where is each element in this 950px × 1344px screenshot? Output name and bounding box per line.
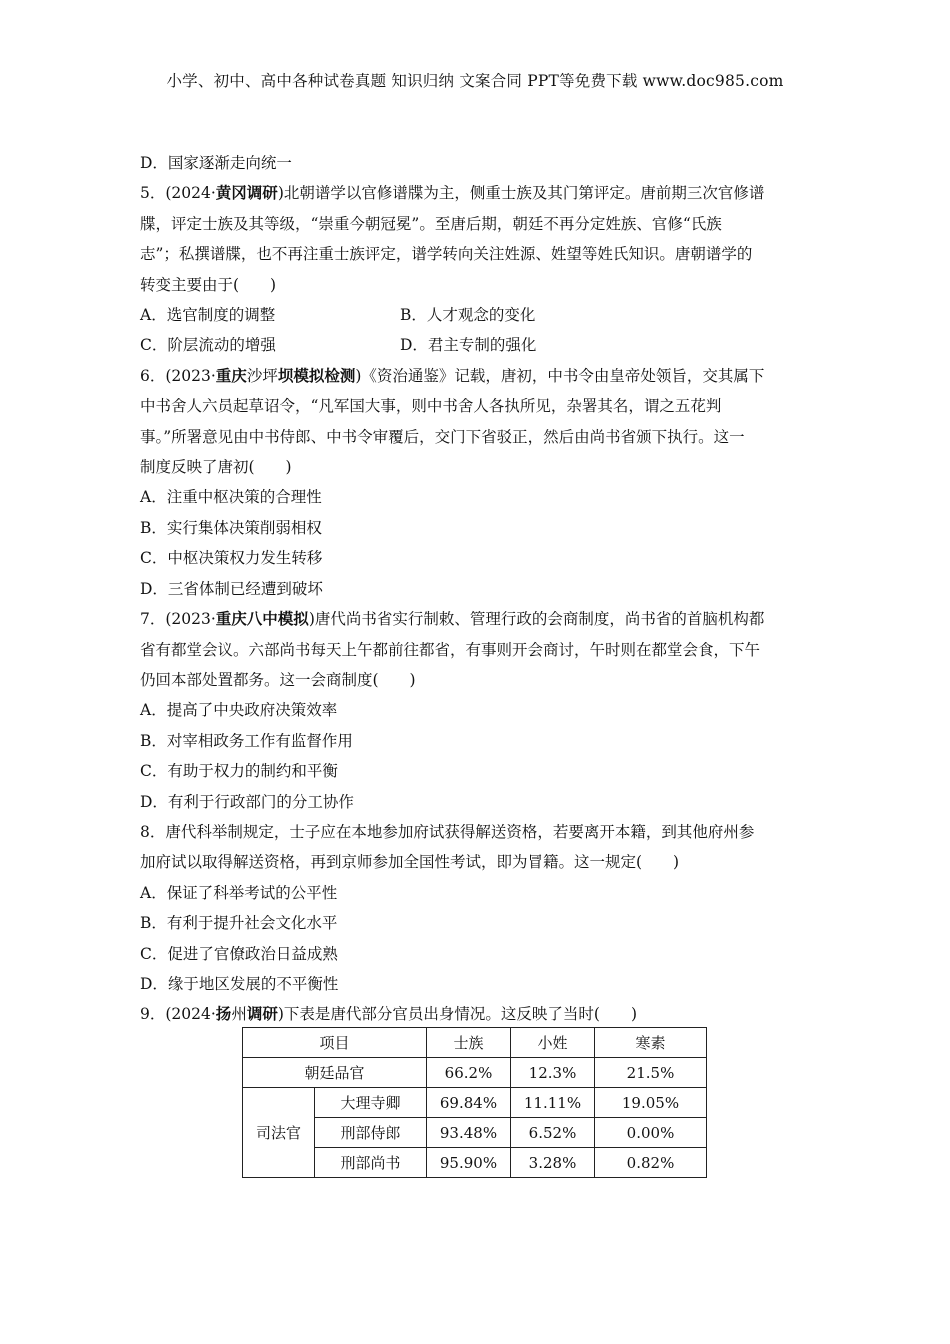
q7-number: 7． — [140, 610, 166, 629]
question-content — [140, 148, 810, 1030]
official-origins-table — [242, 1027, 707, 1178]
q4-option-d: D．国家逐渐走向统一 — [140, 154, 292, 172]
table-row — [243, 1088, 707, 1118]
q5-stem-3: 志”；私撰谱牒，也不再注重士族评定，谱学转向关注姓源、姓望等姓氏知识。唐朝谱学的 — [140, 245, 753, 264]
table-cell: 12.3% — [511, 1058, 595, 1088]
q6-stem-1: 《资治通鉴》记载，唐初，中书令由皇帝处领旨，交其属下 — [361, 366, 765, 385]
q8-stem-2: 加府试以取得解送资格，再到京师参加全国性考试，即为冒籍。这一规定( ) — [140, 853, 680, 872]
q9-stem: 下表是唐代部分官员出身情况。这反映了当时( ) — [283, 1005, 638, 1024]
q5-stem-2: 牒，评定士族及其等级，“崇重今朝冠冕”。至唐后期，朝廷不再分定姓族、官修“氏族 — [140, 214, 722, 233]
header-minor-clan: 小姓 — [511, 1028, 595, 1058]
q9-line-1 — [140, 999, 810, 1029]
table-cell: 69.84% — [427, 1088, 511, 1118]
header-item: 项目 — [243, 1028, 427, 1058]
q5-option-c: C．阶层流动的增强 — [140, 336, 276, 355]
q6-source-suffix: ) — [355, 366, 362, 385]
table-header-row — [243, 1028, 707, 1058]
q6-source-part1: 重庆 — [215, 365, 247, 385]
row-label: 刑部尚书 — [315, 1148, 427, 1178]
q5-options-row-1 — [140, 300, 810, 330]
q5-source-suffix: ) — [277, 184, 284, 203]
q5-source-prefix: (2024· — [165, 184, 216, 203]
q5-number: 5． — [140, 184, 166, 203]
q5-stem-4: 转变主要由于( ) — [140, 275, 277, 294]
q9-source-suffix: ) — [277, 1005, 284, 1024]
header-gentry: 士族 — [427, 1028, 511, 1058]
q6-stem-2: 中书舍人六员起草诏令，“凡军国大事，则中书舍人各执所见，杂署其名，谓之五花判 — [140, 397, 722, 416]
q7-option-d: D．有利于行政部门的分工协作 — [140, 792, 354, 811]
table-cell: 66.2% — [427, 1058, 511, 1088]
q6-number: 6． — [140, 366, 166, 385]
q6-source-part3: 坝模拟检测 — [277, 365, 356, 385]
q7-source-prefix: (2023· — [165, 610, 216, 629]
q7-stem-1: 唐代尚书省实行制敕、管理行政的会商制度，尚书省的首脑机构都 — [314, 610, 765, 629]
q7-source-name: 重庆八中模拟 — [215, 609, 309, 629]
q7-option-b: B．对宰相政务工作有监督作用 — [140, 731, 353, 750]
table-row — [243, 1058, 707, 1088]
table-cell: 3.28% — [511, 1148, 595, 1178]
q7-line-1 — [140, 604, 810, 634]
row-label: 朝廷品官 — [243, 1058, 427, 1088]
q7-stem-3: 仍回本部处置都务。这一会商制度( ) — [140, 670, 416, 689]
q7-stem-2: 省有都堂会议。六部尚书每天上午都前往都省，有事则开会商讨，午时则在都堂会食，下午 — [140, 640, 761, 659]
q8-option-c: C．促进了官僚政治日益成熟 — [140, 944, 338, 963]
q6-option-a: A．注重中枢决策的合理性 — [140, 488, 322, 507]
q6-stem-4: 制度反映了唐初( ) — [140, 458, 292, 477]
group-label: 司法官 — [243, 1088, 315, 1178]
table-cell: 11.11% — [511, 1088, 595, 1118]
q9-source-prefix: (2024· — [165, 1005, 216, 1024]
q5-options-row-2 — [140, 330, 810, 360]
q7-source-suffix: ) — [308, 610, 315, 629]
q9-number: 9． — [140, 1005, 166, 1024]
q8-line-1 — [140, 817, 810, 847]
q6-stem-3: 事。”所署意见由中书侍郎、中书令审覆后，交门下省驳正，然后由尚书省颁下执行。这一 — [140, 427, 745, 446]
q5-option-d: D．君主专制的强化 — [400, 336, 537, 355]
q8-option-b: B．有利于提升社会文化水平 — [140, 914, 338, 933]
table-cell: 6.52% — [511, 1118, 595, 1148]
q6-option-d: D．三省体制已经遭到破坏 — [140, 579, 323, 598]
table-cell: 95.90% — [427, 1148, 511, 1178]
table-cell: 0.82% — [595, 1148, 707, 1178]
q8-option-d: D．缘于地区发展的不平衡性 — [140, 974, 339, 993]
table-cell: 0.00% — [595, 1118, 707, 1148]
q6-source-prefix: (2023· — [165, 366, 216, 385]
q8-number: 8． — [140, 822, 166, 841]
q8-stem-1: 唐代科举制规定，士子应在本地参加府试获得解送资格，若要离开本籍，到其他府州参 — [165, 822, 755, 841]
q8-option-a: A．保证了科举考试的公平性 — [140, 883, 338, 902]
row-label: 刑部侍郎 — [315, 1118, 427, 1148]
q9-source-part2: 州 — [231, 1005, 247, 1024]
row-label: 大理寺卿 — [315, 1088, 427, 1118]
table-cell: 19.05% — [595, 1088, 707, 1118]
q5-option-a: A．选官制度的调整 — [140, 306, 276, 325]
table-cell: 93.48% — [427, 1118, 511, 1148]
q6-source-part2: 沙坪 — [246, 366, 278, 385]
q9-source-part3: 调研 — [246, 1004, 278, 1024]
q6-option-c: C．中枢决策权力发生转移 — [140, 549, 323, 568]
q9-source-part1: 扬 — [215, 1004, 232, 1024]
q6-line-1 — [140, 361, 810, 391]
q6-option-b: B．实行集体决策削弱相权 — [140, 518, 322, 537]
q5-line-1 — [140, 178, 810, 208]
header-commoner: 寒素 — [595, 1028, 707, 1058]
q5-stem-1: 北朝谱学以官修谱牒为主，侧重士族及其门第评定。唐前期三次官修谱 — [283, 184, 765, 203]
q7-option-a: A．提高了中央政府决策效率 — [140, 701, 338, 720]
q5-option-b: B．人才观念的变化 — [400, 306, 536, 325]
page-header: 小学、初中、高中各种试卷真题 知识归纳 文案合同 PPT等免费下载 www.doc985.com — [166, 72, 784, 90]
q5-source-name: 黄冈调研 — [215, 183, 278, 203]
q7-option-c: C．有助于权力的制约和平衡 — [140, 762, 338, 781]
table-cell: 21.5% — [595, 1058, 707, 1088]
